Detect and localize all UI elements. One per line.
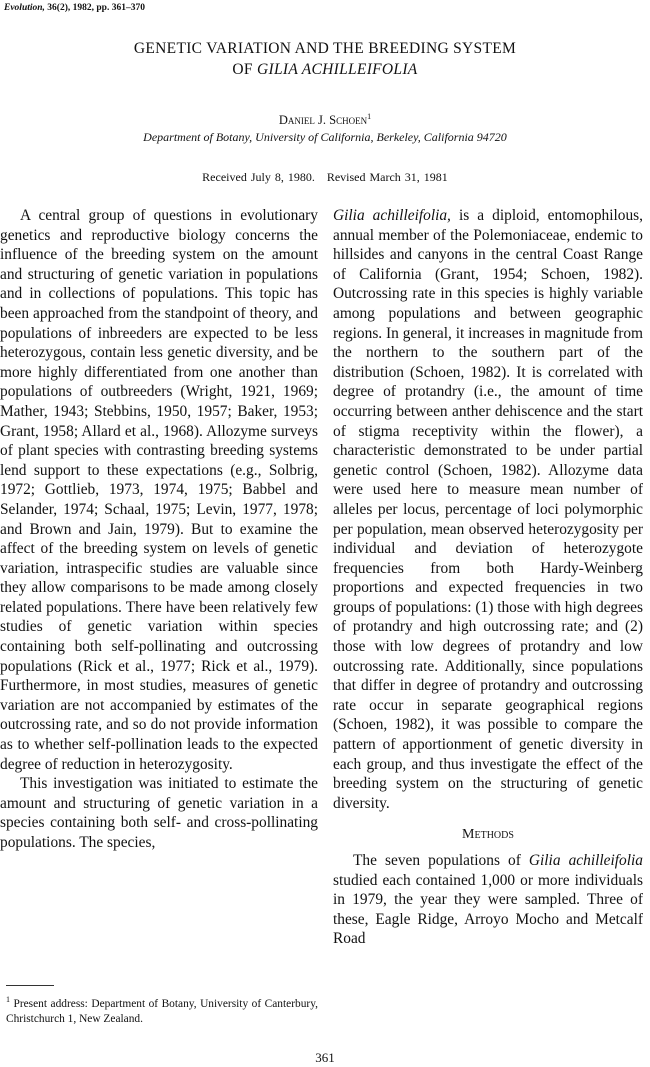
affiliation: Department of Botany, University of California, Berkeley, California 94720 bbox=[143, 130, 507, 144]
footnote-text: Present address: Department of Botany, University of Canterbury, Christchurch 1, New Zealand. bbox=[6, 997, 318, 1025]
title-species: GILIA ACHILLEIFOLIA bbox=[257, 61, 418, 78]
journal-name: Evolution, bbox=[4, 3, 45, 13]
paragraph-methods: The seven populations of Gilia achilleifolia studied each contained 1,000 or more individuals in 1979, the year they were sampled. Three of these, Eagle Ridge, Arroyo Mocho and Metcalf Road bbox=[333, 852, 643, 948]
paragraph-objective-start: This investigation was initiated to estimate the amount and structuring of genetic variation in a species containing both self- and cross-pollinating populations. The species, bbox=[0, 775, 318, 851]
footnote-rule bbox=[6, 985, 54, 986]
article-title bbox=[0, 38, 650, 80]
paragraph-objective-continued: Gilia achilleifolia, is a diploid, entomophilous, annual member of the Polemoniaceae, endemic to hillsides and canyons in the central Coast Range of California (Grant, 1954; Schoen, 1982). Outcrossing rate in this species is highly variable among populations and between geographic regions. In general, it increases in magnitude from the northern to the southern part of the distribution (Schoen, 1982). It is correlated with degree of protandry (i.e., the amount of time occurring between anther dehiscence and the start of stigma receptivity within the flower), a characteristic demonstrated to be under partial genetic control (Schoen, 1982). Allozyme data were used here to measure mean number of alleles per locus, percentage of loci polymorphic per population, mean observed heterozygosity per individual and deviation of heterozygote frequencies from both Hardy-Weinberg proportions and expected frequencies in two groups of populations: (1) those with high degrees of protandry and high outcrossing rate; and (2) those with low degrees of protandry and low outcrossing rate. Additionally, since populations that differ in degree of protandry and outcrossing rate occur in separate geographical regions (Schoen, 1982), it was possible to compare the pattern of apportionment of genetic diversity in each group, and thus investigate the effect of the breeding system on the structuring of genetic diversity. bbox=[333, 207, 644, 812]
journal-citation bbox=[4, 3, 145, 13]
author-line bbox=[0, 112, 650, 128]
right-column bbox=[333, 206, 643, 949]
title-line-1: GENETIC VARIATION AND THE BREEDING SYSTEM bbox=[133, 40, 517, 57]
footnote-marker: 1 bbox=[6, 995, 10, 1004]
page-number: 361 bbox=[315, 1050, 335, 1065]
methods-heading: Methods bbox=[462, 827, 514, 843]
paragraph-objective bbox=[0, 774, 318, 852]
footnote bbox=[6, 992, 318, 1027]
author-name: Daniel J. Schoen bbox=[278, 113, 368, 128]
title-line-2: OF GILIA ACHILLEIFOLIA bbox=[232, 61, 418, 78]
left-column bbox=[0, 206, 318, 853]
submission-dates bbox=[0, 170, 650, 185]
species-name: Gilia achilleifolia, bbox=[333, 207, 451, 224]
journal-issue: 36(2), 1982, pp. 361–370 bbox=[47, 3, 145, 13]
paragraph-intro: A central group of questions in evolutionary genetics and reproductive biology concerns the influence of the breeding system on the amount and structuring of genetic variation in populations and in collections of populations. This topic has been approached from the standpoint of theory, and populations of inbreeders are expected to be less heterozygous, contain less genetic diversity, and be more highly differentiated from one another than populations of outbreeders (Wright, 1921, 1969; Mather, 1943; Stebbins, 1950, 1957; Baker, 1953; Grant, 1958; Allard et al., 1968). Allozyme surveys of plant species with contrasting breeding systems lend support to these expectations (e.g., Solbrig, 1972; Gottlieb, 1973, 1974, 1975; Babbel and Selander, 1974; Schaal, 1975; Levin, 1977, 1978; and Brown and Jain, 1979). But to examine the affect of the breeding system on levels of genetic variation, intraspecific studies are valuable since they allow comparisons to be made among closely related populations. There have been relatively few studies of genetic variation within species containing both self-pollinating and outcrossing populations (Rick et al., 1977; Rick et al., 1979). Furthermore, in most studies, measures of genetic variation are not accompanied by estimates of the outcrossing rate, and so do not provide information as to whether self-pollination leads to the expected degree of reduction in heterozygosity. bbox=[0, 207, 318, 773]
revised-date: Revised March 31, 1981 bbox=[326, 170, 448, 184]
author-footnote-marker: 1 bbox=[367, 112, 372, 121]
received-date: Received July 8, 1980. bbox=[202, 170, 315, 184]
species-name-methods: Gilia achilleifolia bbox=[528, 852, 643, 869]
